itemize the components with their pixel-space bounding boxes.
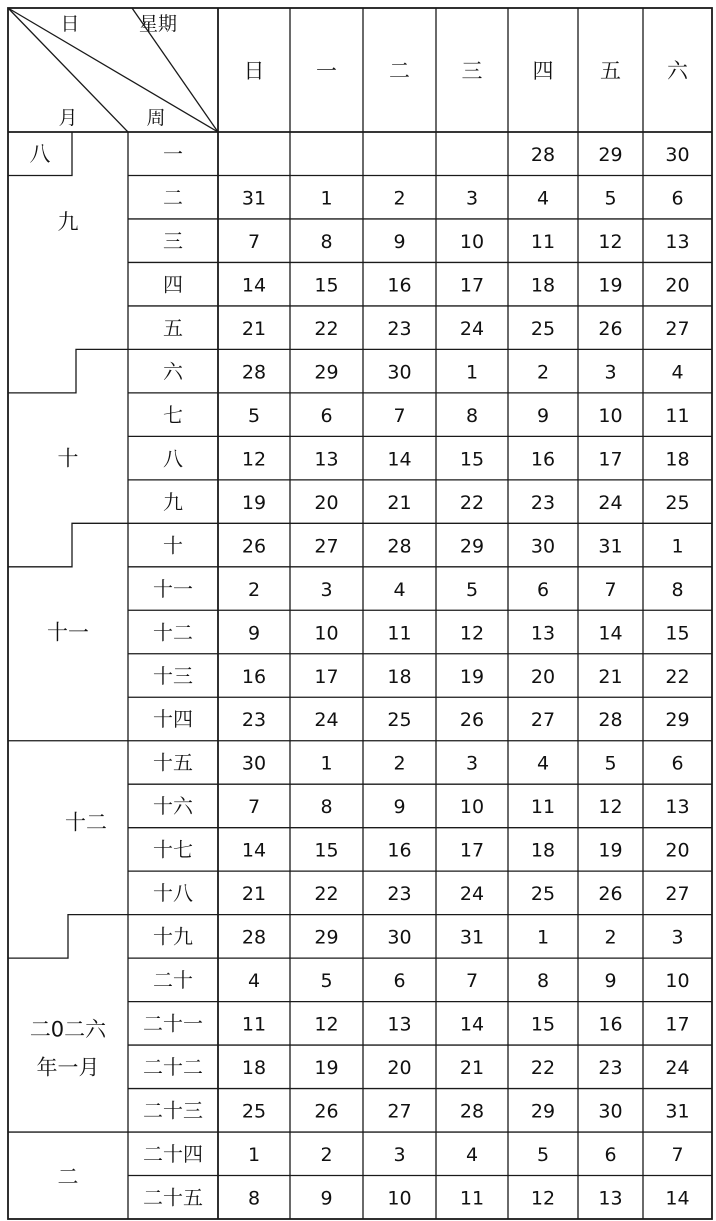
corner-label-week: 周 [146,107,166,129]
corner-label-weekday: 星期 [138,13,178,35]
day-cell: 29 [314,361,339,384]
day-cell: 20 [530,665,556,688]
weekday-header: 二 [389,59,410,83]
day-cell: 19 [598,274,623,297]
day-cell: 11 [387,622,412,645]
week-number: 十五 [153,750,193,775]
week-number: 九 [163,489,183,514]
corner-label-day: 日 [60,13,80,35]
day-cell: 6 [536,578,550,601]
day-cell: 14 [598,622,623,645]
day-cell: 13 [598,1187,623,1210]
day-cell: 20 [387,1057,412,1080]
day-cell: 6 [671,187,684,210]
day-cell: 24 [459,317,485,340]
day-cell: 27 [530,709,556,732]
day-cell: 12 [530,1187,556,1210]
day-cell: 11 [530,230,556,253]
day-cell: 28 [387,535,412,558]
day-cell: 26 [241,535,267,558]
day-cell: 10 [314,622,339,645]
weekday-header: 五 [600,59,621,83]
week-number: 十三 [153,663,193,688]
day-cell: 1 [465,361,479,384]
day-cell: 29 [598,144,623,166]
corner-label-month: 月 [58,107,78,129]
week-number: 四 [163,272,183,297]
day-cell: 28 [459,1100,485,1123]
week-number: 十九 [153,924,193,949]
day-cell: 30 [387,926,412,949]
day-cell: 2 [320,1144,333,1167]
day-cell: 31 [241,187,267,210]
week-number: 二十三 [143,1098,203,1123]
day-cell: 7 [604,578,617,601]
day-cell: 9 [604,970,617,993]
day-cell: 3 [604,361,617,384]
day-cell: 13 [314,448,339,471]
day-cell: 7 [465,970,479,993]
day-cell: 8 [465,404,479,427]
day-cell: 2 [247,578,261,601]
day-cell: 22 [665,665,690,688]
day-cell: 15 [314,839,339,862]
day-cell: 6 [393,970,406,993]
week-number: 一 [163,142,183,166]
day-cell: 19 [241,491,267,514]
day-cell: 4 [393,578,406,601]
day-cell: 25 [241,1100,267,1123]
day-cell: 15 [459,448,485,471]
day-cell: 19 [314,1057,339,1080]
day-cell: 31 [665,1100,690,1123]
week-number: 二十一 [143,1011,203,1036]
day-cell: 16 [598,1013,623,1036]
day-cell: 10 [598,404,623,427]
day-cell: 17 [459,839,485,862]
day-cell: 13 [665,230,690,253]
day-cell: 11 [665,404,690,427]
day-cell: 5 [536,1144,550,1167]
day-cell: 14 [241,274,267,297]
month-boundary-oct-nov [8,523,128,566]
day-cell: 18 [530,274,556,297]
week-column [143,142,203,1210]
day-cell: 10 [459,796,485,819]
day-cell: 13 [387,1013,412,1036]
day-cell: 27 [665,317,690,340]
day-cell: 28 [598,709,623,732]
day-cell: 19 [459,665,485,688]
week-number: 十七 [153,837,193,862]
day-cell: 16 [241,665,267,688]
day-cell: 26 [598,883,623,906]
weekday-header: 一 [316,59,337,83]
day-cells [242,144,690,1210]
day-cell: 6 [320,404,333,427]
week-number: 十六 [153,794,193,819]
day-cell: 8 [247,1187,261,1210]
week-number: 六 [163,359,183,384]
corner-diagonal-2 [8,8,218,132]
day-cell: 12 [598,796,623,819]
day-cell: 22 [314,317,339,340]
day-cell: 14 [665,1187,690,1210]
day-cell: 18 [241,1057,267,1080]
week-number: 二十二 [143,1055,203,1080]
day-cell: 6 [671,752,684,775]
week-number: 二十 [153,968,193,993]
day-cell: 4 [671,361,684,384]
weekday-header: 三 [461,59,483,83]
day-cell: 15 [314,274,339,297]
weekday-header-row [244,59,690,83]
day-cell: 2 [393,187,406,210]
month-label: 十 [57,446,79,471]
weekday-header: 六 [667,59,688,83]
day-cell: 17 [314,665,339,688]
day-cell: 6 [604,1144,617,1167]
day-cell: 22 [459,491,485,514]
day-cell: 29 [530,1100,556,1123]
day-cell: 13 [530,622,556,645]
day-cell: 29 [665,709,690,732]
day-cell: 5 [604,752,617,775]
month-label: 十一 [47,620,89,645]
day-cell: 7 [247,230,261,253]
day-cell: 22 [530,1057,556,1080]
week-number: 十八 [153,881,193,906]
day-cell: 5 [465,578,479,601]
day-cell: 18 [387,665,412,688]
day-cell: 21 [459,1057,485,1080]
day-cell: 9 [536,404,550,427]
day-cell: 30 [241,752,267,775]
day-cell: 3 [671,926,684,949]
day-cell: 8 [536,970,550,993]
day-cell: 31 [459,926,485,949]
day-cell: 30 [530,535,556,558]
day-cell: 28 [530,144,556,166]
day-cell: 1 [320,752,333,775]
day-cell: 16 [387,274,412,297]
day-cell: 2 [604,926,617,949]
month-label-line: 年一月 [36,1055,100,1080]
day-cell: 1 [671,535,684,558]
day-cell: 4 [536,752,550,775]
day-cell: 4 [465,1144,479,1167]
day-cell: 1 [536,926,550,949]
day-cell: 7 [393,404,406,427]
day-cell: 26 [598,317,623,340]
day-cell: 8 [671,578,684,601]
day-cell: 29 [314,926,339,949]
month-label: 八 [29,142,51,166]
day-cell: 9 [393,796,406,819]
day-cell: 20 [314,491,339,514]
day-cell: 15 [530,1013,556,1036]
day-cell: 30 [665,144,690,166]
day-cell: 28 [241,361,267,384]
day-cell: 11 [530,796,556,819]
day-cell: 16 [387,839,412,862]
day-cell: 15 [665,622,690,645]
day-cell: 2 [393,752,406,775]
day-cell: 14 [241,839,267,862]
month-label: 九 [57,209,79,234]
day-cell: 12 [241,448,267,471]
month-boundary-sep-oct [8,349,128,392]
day-cell: 1 [247,1144,261,1167]
day-cell: 29 [459,535,485,558]
week-number: 七 [163,402,183,427]
day-cell: 5 [247,404,261,427]
day-cell: 25 [665,491,690,514]
day-cell: 11 [241,1013,267,1036]
day-cell: 3 [393,1144,406,1167]
day-cell: 20 [665,839,690,862]
day-cell: 3 [320,578,333,601]
day-cell: 3 [465,187,479,210]
day-cell: 25 [387,709,412,732]
day-cell: 26 [314,1100,339,1123]
day-cell: 27 [665,883,690,906]
day-cell: 30 [598,1100,623,1123]
week-number: 八 [163,446,183,471]
week-number: 二十五 [143,1185,203,1210]
day-cell: 10 [387,1187,412,1210]
weekday-header: 日 [243,59,265,83]
day-cell: 4 [247,970,261,993]
day-cell: 16 [530,448,556,471]
month-column [30,142,108,1189]
day-cell: 23 [387,883,412,906]
day-cell: 12 [314,1013,339,1036]
day-cell: 9 [247,622,261,645]
day-cell: 3 [465,752,479,775]
day-cell: 10 [665,970,690,993]
day-cell: 12 [598,230,623,253]
day-cell: 5 [604,187,617,210]
day-cell: 22 [314,883,339,906]
day-cell: 4 [536,187,550,210]
day-cell: 26 [459,709,485,732]
day-cell: 23 [530,491,556,514]
day-cell: 17 [459,274,485,297]
day-cell: 13 [665,796,690,819]
day-cell: 1 [320,187,333,210]
day-cell: 8 [320,230,333,253]
week-number: 十一 [153,576,193,601]
day-cell: 11 [459,1187,485,1210]
day-cell: 20 [665,274,690,297]
day-cell: 24 [598,491,623,514]
day-cell: 7 [671,1144,684,1167]
day-cell: 12 [459,622,485,645]
day-cell: 5 [320,970,333,993]
week-number: 五 [163,315,183,340]
day-cell: 21 [241,883,267,906]
header-corner-cell [8,8,218,132]
day-cell: 19 [598,839,623,862]
day-cell: 7 [247,796,261,819]
week-number: 三 [163,228,183,253]
week-number: 十二 [153,620,193,645]
day-cell: 17 [665,1013,690,1036]
day-cell: 27 [314,535,339,558]
day-cell: 23 [241,709,267,732]
day-cell: 21 [387,491,412,514]
day-cell: 8 [320,796,333,819]
day-cell: 28 [241,926,267,949]
day-cell: 24 [459,883,485,906]
day-cell: 23 [598,1057,623,1080]
day-cell: 24 [314,709,339,732]
day-cell: 25 [530,317,556,340]
day-cell: 25 [530,883,556,906]
day-cell: 21 [598,665,623,688]
day-cell: 27 [387,1100,412,1123]
day-cell: 2 [536,361,550,384]
day-cell: 18 [665,448,690,471]
day-cell: 17 [598,448,623,471]
day-cell: 9 [393,230,406,253]
day-cell: 24 [665,1057,690,1080]
month-label: 十二 [65,810,107,835]
day-cell: 31 [598,535,623,558]
month-label-line: 二0二六 [29,1017,107,1042]
day-cell: 23 [387,317,412,340]
day-cell: 30 [387,361,412,384]
weekday-header: 四 [532,59,554,83]
week-number: 二 [163,185,183,210]
day-cell: 10 [459,230,485,253]
week-number: 二十四 [143,1142,203,1167]
day-cell: 21 [241,317,267,340]
day-cell: 9 [320,1187,333,1210]
day-cell: 14 [387,448,412,471]
month-boundary-dec-jan [8,915,128,958]
week-number: 十 [163,533,183,558]
month-label: 二 [57,1165,79,1190]
week-number: 十四 [153,707,193,732]
day-cell: 14 [459,1013,485,1036]
day-cell: 18 [530,839,556,862]
